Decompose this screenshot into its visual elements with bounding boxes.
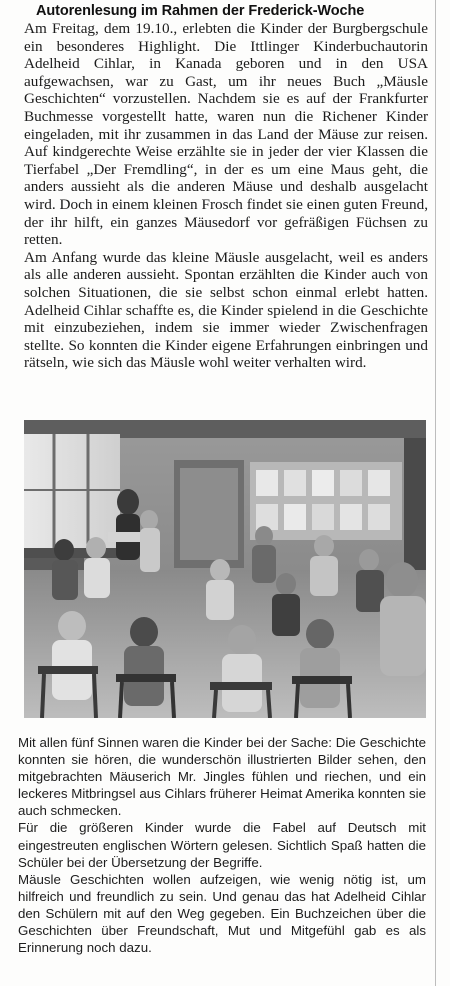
closing-paragraph-2: Für die größeren Kinder wurde die Fabel auf Deutsch mit eingestreuten englischen Wörtern gelesen. Sichtlich Spaß hatten die Schüler bei der Übersetzung der Begriffe. — [18, 820, 426, 870]
article-closing — [18, 734, 426, 956]
closing-paragraph-3: Mäusle Geschichten wollen aufzeigen, wie wenig nötig ist, um hilfreich und freundlich zu sein. Und genau das hat Adelheid Cihlar den Schülern mit auf den Weg gegeben. Ein Buchzeichen über die Geschichten über Freundschaft, Mut und Mitgefühl gab es als Erinnerung noch dazu. — [18, 871, 426, 956]
intro-paragraph-1: Am Freitag, dem 19.10., erlebten die Kinder der Burgbergschule ein besonderes Highlight. Die Ittlinger Kinderbuchautorin Adelheid Cihlar, in Kanada geboren und in den USA aufgewachsen, war zu Gast, um ihr neues Buch „Mäusle Geschichten“ vorzustellen. Nachdem sie es auf der Frankfurter Buchmesse vorgestellt hatte, waren nun die Richener Kinder eingeladen, mit ihr zusammen in das Land der Mäuse zur reisen. Auf kindgerechte Weise erzählte sie in jeder der vier Klassen die Tierfabel „Der Fremdling“, in der es um eine Maus geht, die anders aussieht als die anderen Mäuse und deshalb ausgelacht wird. Doch in einem kleinen Frosch findet sie einen guten Freund, der ihr hilft, ein ganzes Mäusedorf vor gefräßigen Füchsen zu retten. — [24, 20, 428, 249]
closing-paragraph-1: Mit allen fünf Sinnen waren die Kinder bei der Sache: Die Geschichte konnten sie hören, die wunderschön illustrierten Bilder sehen, den mitgebrachten Mäuserich Mr. Jingles fühlen und riechen, und ein leckeres Mitbringsel aus Cihlars früherer Heimat Amerika konnten sie auch schmecken. — [18, 735, 426, 819]
page-edge-line — [435, 0, 436, 986]
article-top — [24, 3, 428, 372]
classroom-photo — [24, 420, 426, 718]
intro-paragraph-2: Am Anfang wurde das kleine Mäusle ausgelacht, weil es anders als alle anderen aussieht. Spontan erzählten die Kinder auch von solchen Situationen, die sie selbst schon einmal erlebt hatten. Adelheid Cihlar schaffte es, die Kinder spielend in die Geschichte mit einzubeziehen, indem sie immer wieder Zwischenfragen stellte. So konnten die Kinder eigene Erfahrungen einbringen und rätseln, wie sich das Mäusle wohl weiter verhalten wird. — [24, 248, 428, 372]
article-bottom — [18, 734, 426, 956]
article-intro — [24, 20, 428, 372]
article-headline: Autorenlesung im Rahmen der Frederick-Woche — [36, 3, 365, 19]
